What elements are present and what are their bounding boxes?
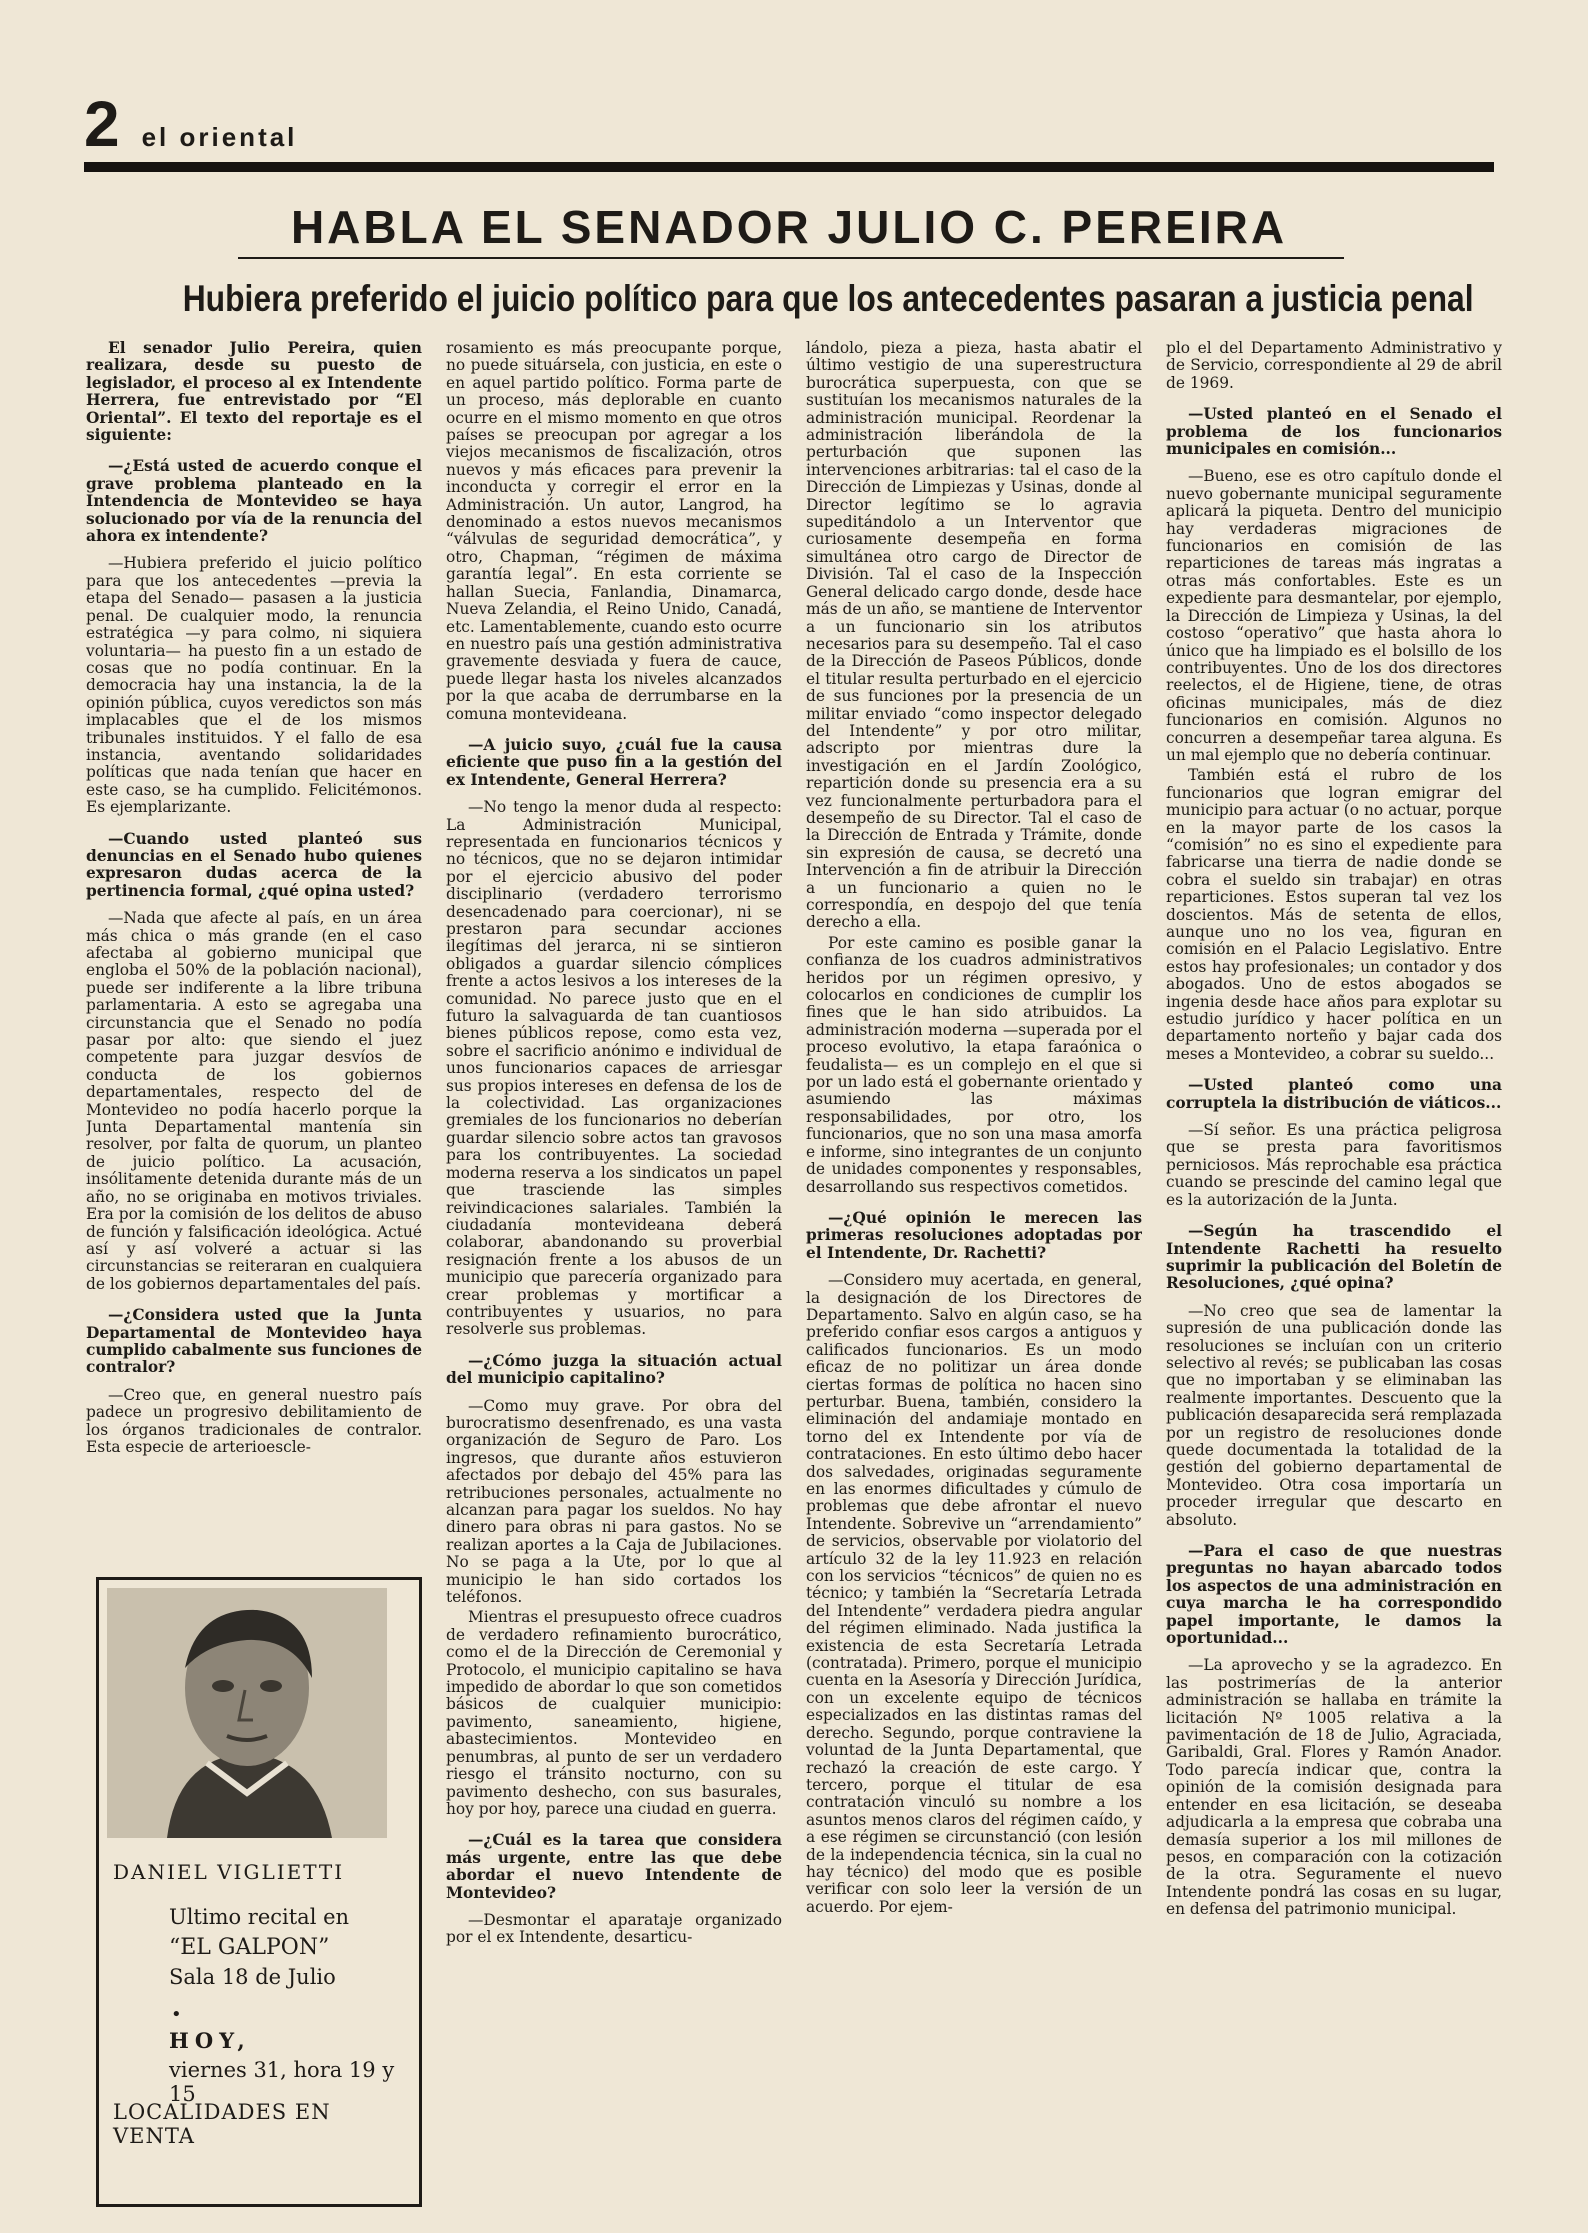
interview-question: —Usted planteó como una corruptela la distribución de viáticos... [1166, 1076, 1502, 1112]
interview-answer: —Nada que afecte al país, en un área más chica o más grande (en el caso afectaba al gobierno municipal que engloba el 50% de la población nacional), puede ser indiferente a la libre tribuna parlamentaria. A esto se agregaba una circunstancia que el Senado no podía pasar por alto: que siendo el juez competente para juzgar desvíos de conducta de los gobiernos departamentales, respecto del de Montevideo no podía hacerlo porque la Junta Departamental mantenía sin resolver, por falta de quorum, un planteo de juicio político. La acusación, insólitamente detenida durante más de un año, no se originaba en motivos triviales. Era por la comisión de los delitos de abuso de función y falsificación ideológica. Actué así y así volveré a actuar si las circunstancias se reiteraran en cualquiera de los gobiernos departamentales del país. [86, 909, 422, 1293]
interview-question: —A juicio suyo, ¿cuál fue la causa eficiente que puso fin a la gestión del ex Intendente, General Herrera? [446, 735, 782, 789]
interview-question: —¿Cuál es la tarea que considera más urgente, entre las que debe abordar el nuevo Intendente de Montevideo? [446, 1831, 782, 1902]
article-column-1 [86, 340, 422, 1577]
article-headline: HABLA EL SENADOR JULIO C. PEREIRA [290, 201, 1288, 253]
interview-question: —Cuando usted planteó sus denuncias en el Senado hubo quienes expresaron dudas acerca de la pertinencia formal, ¿qué opina usted? [86, 829, 422, 900]
interview-question: —¿Considera usted que la Junta Departamental de Montevideo haya cumplido cabalmente sus funciones de contralor? [86, 1306, 422, 1377]
ad-bullet: • [171, 2004, 182, 2025]
interview-answer: lándolo, pieza a pieza, hasta abatir el último vestigio de una superestructura burocrática superpuesta, con que se sustituían los mecanismos naturales de la administración municipal. Reordenar la administración liberándola de la perturbación que suponen las intervenciones arbitrarias: tal el caso de la Dirección de Limpiezas y Usinas, donde al Director legítimo se lo agravia supeditándolo a un Interventor que curiosamente desempeña en forma simultánea otro cargo de Director de División. Tal el caso de la Inspección General delicado cargo donde, desde hace más de un año, se mantiene de Interventor a un funcionario sin los atributos necesarios para su desempeño. Tal el caso de la Dirección de Paseos Públicos, donde el titular resulta perturbado en el ejercicio de sus funciones por la presencia de un militar enviado “como inspector delegado del Intendente” y por otro militar, adscripto por mientras dure la investigación en el Jardín Zoológico, repartición donde su presencia era a su vez funcionalmente perturbadora para el desempeño de su Director. Tal el caso de la Dirección de Entrada y Trámite, donde sin expresión de causa, se decretó una Intervención a fin de atribuir la Dirección a un funcionario a quien no le correspondía, en despojo del que tenía derecho a ella. [806, 340, 1142, 932]
interview-answer: —Sí señor. Es una práctica peligrosa que se presta para favoritismos perniciosos. Más reprochable esa práctica cuando se prescinde del camino legal que es la autorización de la Junta. [1166, 1121, 1502, 1209]
article-subheadline: Hubiera preferido el juicio político para que los antecedentes pasaran a justicia penal [182, 278, 1474, 319]
masthead [84, 88, 298, 160]
interview-question: —Para el caso de que nuestras preguntas no hayan abarcado todos los aspectos de una administración en cuya marcha le ha correspondido papel importante, le damos la oportunidad... [1166, 1542, 1502, 1648]
ad-today: HOY, [169, 2028, 251, 2053]
ad-schedule: viernes 31, hora 19 y 15 [169, 2058, 395, 2106]
masthead-rule [84, 162, 1494, 172]
interview-answer: —Considero muy acertada, en general, la designación de los Directores de Departamento. Salvo en algún caso, se ha preferido confiar esos cargos a antiguos y calificados funcionarios. Es un modo eficaz de no politizar un área donde ciertas formas de política no hacen sino perturbar. Buena, también, considero la eliminación del andamiaje montado en torno del ex Intendente por vía de contrataciones. En esto último debo hacer dos salvedades, originadas seguramente en las enormes dificultades y cúmulo de problemas que debe afrontar el nuevo Intendente. Sobrevive un “arrendamiento” de servicios, observable por violatorio del artículo 32 de la ley 11.923 en relación con los servicios “técnicos” de quien no es técnico; y también la “Secretaría Letrada del Intendente” verdadera piedra angular del régimen eliminado. Nada justifica la existencia de esta Secretaría Letrada (contratada). Primero, porque el municipio cuenta en la Asesoría y Dirección Jurídica, con un excelente equipo de técnicos especializados en las distintas ramas del derecho. Segundo, porque contraviene la voluntad de la Junta Departamental, que rechazó la creación de este cargo. Y tercero, porque el titular de esa contratación vinculó su nombre a los asuntos menos claros del régimen caído, y a ese régimen se circunstanció (con lesión de la independencia técnica, sin la cual no hay técnico) del modo que es posible verificar con solo leer la versión de un acuerdo. Por ejem- [806, 1271, 1142, 1916]
article-column-3 [806, 340, 1142, 2220]
article-intro: El senador Julio Pereira, quien realizara, desde su puesto de legislador, el proceso al ex Intendente Herrera, fue entrevistado por “El Oriental”. El texto del reportaje es el siguiente: [86, 340, 422, 445]
interview-answer: Mientras el presupuesto ofrece cuadros de verdadero refinamiento burocrático, como el de la Dirección de Ceremonial y Protocolo, el municipio capitalino se hava impedido de abordar lo que son cometidos básicos de cualquier municipio: pavimento, saneamiento, higiene, abastecimientos. Montevideo en penumbras, al punto de ser un verdadero riesgo el tránsito nocturno, con su pavimento deshecho, con sus basurales, hoy por hoy, parece una ciudad en guerra. [446, 1608, 782, 1818]
interview-answer: —Desmontar el aparataje organizado por el ex Intendente, desarticu- [446, 1910, 782, 1947]
interview-answer: rosamiento es más preocupante porque, no puede situársela, con justicia, en este o en aquel partido político. Forma parte de un proceso, más deplorable en cuanto ocurre en el mismo momento en que otros países se preocupan por agregar a los viejos mecanismos de fiscalización, otros nuevos y más eficaces para prevenir la inconducta y corregir el error en la Administración. Un autor, Langrod, ha denominado a estos nuevos mecanismos “válvulas de seguridad democrática”, y otro, Chapman, “régimen de máxima garantía legal”. En esta corriente se hallan Suecia, Fanlandia, Dinamarca, Nueva Zelandia, el Reino Unido, Canadá, etc. Lamentablemente, cuando esto ocurre en nuestro país una gestión administrativa gravemente desviada y fuera de cauce, puede llegar hasta los niveles alcanzados por la que acaba de derrumbarse en la comuna montevideana. [446, 340, 782, 723]
concert-advertisement [96, 1577, 422, 2207]
newspaper-name: el oriental [141, 122, 298, 152]
interview-answer: Por este camino es posible ganar la confianza de los cuadros administrativos heridos por un régimen opresivo, y colocarlos en condiciones de cumplir los fines que le han sido atribuidos. La administración moderna —superada por el proceso evolutivo, la etapa faraónica o feudalista— es un complejo en el que si por un lado está el gobernante orientado y asumiendo las máximas responsabilidades, por otro, los funcionarios, que no son una masa amorfa e informe, sino integrantes de un conjunto de unidades componentes y responsables, desarrollando sus respectivos cometidos. [806, 933, 1142, 1196]
page-number: 2 [84, 88, 120, 160]
portrait-image [107, 1588, 387, 1838]
interview-answer: —No creo que sea de lamentar la supresión de una publicación donde las resoluciones se incluían con un criterio selectivo al revés; se publicaban las cosas que no importaban y se eliminaban las realmente importantes. Descuento que la publicación desaparecida será remplazada por un registro de resoluciones donde quede documentada la totalidad de la gestión del gobierno departamental de Montevideo. Otra cosa importaría un proceder irregular que descarto en absoluto. [1166, 1301, 1502, 1529]
interview-question: —¿Está usted de acuerdo conque el grave problema planteado en la Intendencia de Montevideo se haya solucionado por vía de la renuncia del ahora ex intendente? [86, 457, 422, 546]
article-column-2 [446, 340, 782, 2220]
ad-line-1: Ultimo recital en [169, 1905, 350, 1929]
ad-venue: “EL GALPON” [169, 1935, 330, 1960]
article-column-4 [1166, 340, 1502, 2220]
ad-tickets: LOCALIDADES EN VENTA [113, 2100, 331, 2148]
interview-answer: —Creo que, en general nuestro país padece un progresivo debilitamiento de los órganos tradicionales de contralor. Esta especie de arterioescle- [86, 1385, 422, 1456]
artist-name: DANIEL VIGLIETTI [113, 1860, 345, 1884]
interview-answer: —La aprovecho y se la agradezco. En las postrimerías de la anterior administración se hallaba en trámite la licitación Nº 1005 relativa a la pavimentación de 18 de Julio, Agraciada, Garibaldi, Gral. Flores y Ramón Anador. Todo parecía indicar que, contra la opinión de la comisión designada para entender en esa licitación, se deseaba adjudicarla a la empresa que cobraba una demasía superior a los mil millones de pesos, en comparación con la cotización de la otra. Seguramente el nuevo Intendente pondrá las cosas en su lugar, en defensa del patrimonio municipal. [1166, 1656, 1502, 1919]
interview-question: —Usted planteó en el Senado el problema de los funcionarios municipales en comisión... [1166, 405, 1502, 459]
interview-answer: plo el del Departamento Administrativo y de Servicio, correspondiente al 29 de abril de 1969. [1166, 340, 1502, 392]
ad-hall: Sala 18 de Julio [169, 1965, 336, 1989]
artist-portrait [107, 1588, 387, 1838]
interview-answer: —Hubiera preferido el juicio político para que los antecedentes —previa la etapa del Senado— pasasen a la justicia penal. De cualquier modo, la renuncia estratégica —y para colmo, ni siquiera voluntaria— ha puesto fin a un estado de cosas que no podía continuar. En la democracia hay una instancia, la de la opinión pública, cuyos veredictos son más implacables que el de los mismos tribunales instituidos. Y el fallo de esa instancia, aventando solidaridades políticas que nada tenían que hacer en este caso, se ha cumplido. Felicitémonos. Es ejemplarizante. [86, 554, 422, 817]
interview-question: —¿Cómo juzga la situación actual del municipio capitalino? [446, 1351, 782, 1388]
interview-answer: También está el rubro de los funcionarios que logran emigrar del municipio para actuar (o no actuar, porque en la mayor parte de los casos la “comisión” no es sino el expediente para fabricarse una tierra de nadie donde se cobra el sueldo sin trabajar) en otras reparticiones. Estos superan tal vez los doscientos. Más de setenta de ellos, aunque uno no los vea, figuran en comisión en el Palacio Legislativo. Entre estos hay profesionales; un contador y dos abogados. Uno de estos abogados se ingenia desde hace años para explotar su estudio jurídico y hacer política en un departamento norteño y bajar cada dos meses a Montevideo, a cobrar su sueldo... [1166, 766, 1502, 1063]
interview-answer: —Como muy grave. Por obra del burocratismo desenfrenado, es una vasta organización de Seguro de Paro. Los ingresos, que durante años estuvieron afectados por debajo del 45% para las retribuciones personales, actualmente no alcanzan para pagar los sueldos. No hay dinero para obras ni para gastos. No se realizan aportes a la Caja de Jubilaciones. No se paga a la Ute, por lo que al municipio le han sido cortados los teléfonos. [446, 1396, 782, 1607]
interview-question: —¿Qué opinión le merecen las primeras resoluciones adoptadas por el Intendente, Dr. Rachetti? [806, 1208, 1142, 1262]
interview-answer: —Bueno, ese es otro capítulo donde el nuevo gobernante municipal seguramente aplicará la piqueta. Dentro del municipio hay verdaderas migraciones de funcionarios en comisión de las reparticiones de tareas más ingratas a otras más confortables. Este es un expediente para desmantelar, por ejemplo, la Dirección de Limpieza y Usinas, la del costoso “operativo” que hasta ahora lo único que ha limpiado es el bolsillo de los contribuyentes. Uno de los dos directores reelectos, el de Higiene, tiene, de otras oficinas municipales, más de diez funcionarios en comisión. Algunos no concurren a desempeñar tarea alguna. Es un mal ejemplo que no debería continuar. [1166, 467, 1502, 764]
interview-answer: —No tengo la menor duda al respecto: La Administración Municipal, representada en funcionarios técnicos y no técnicos, que no se dejaron intimidar por el ejercicio abusivo del poder disciplinario (verdadero terrorismo desencadenado para coercionar), ni se prestaron para secundar acciones ilegítimas del jerarca, ni se sintieron obligados a guardar silencio cómplices frente a actos lesivos a los intereses de la comunidad. No parece justo que en el futuro la salvaguarda de tan cuantiosos bienes públicos repose, como esta vez, sobre el sacrificio anónimo e individual de unos funcionarios capaces de arriesgar sus propios intereses en defensa de los de la colectividad. Las organizaciones gremiales de los funcionarios no deberían guardar silencio sobre actos tan gravosos para los contribuyentes. La sociedad moderna reserva a los sindicatos un papel que trasciende las simples reivindicaciones salariales. También la ciudadanía montevideana deberá colaborar, abandonando su proverbial resignación frente a los abusos de un municipio que parecería organizado para crear problemas y mortificar a contribuyentes y usuarios, no para resolverle sus problemas. [446, 798, 782, 1339]
interview-question: —Según ha trascendido el Intendente Rachetti ha resuelto suprimir la publicación del Boletín de Resoluciones, ¿qué opina? [1166, 1222, 1502, 1293]
headline-underline [238, 257, 1344, 259]
